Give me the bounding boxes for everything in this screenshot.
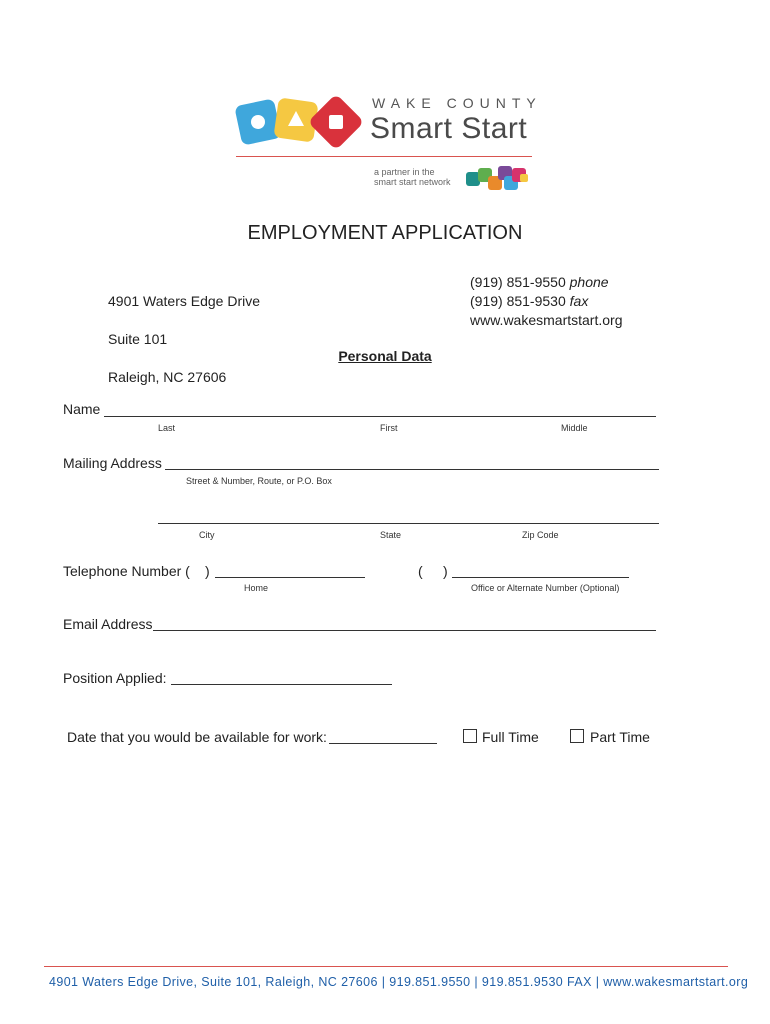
mailing-address-field[interactable] [165, 469, 659, 470]
mailing-sub-street: Street & Number, Route, or P.O. Box [186, 476, 332, 486]
smart-start-logo-icon [232, 94, 364, 150]
address-line-3: Raleigh, NC 27606 [108, 369, 227, 385]
sub-office: Office or Alternate Number (Optional) [471, 583, 620, 593]
sub-state: State [380, 530, 402, 540]
position-label: Position Applied: [63, 670, 167, 686]
name-label: Name [63, 401, 101, 417]
fax-number: (919) 851-9530 [470, 293, 566, 309]
office-address [108, 273, 260, 406]
phone-label: phone [569, 274, 609, 290]
part-time-checkbox[interactable] [570, 729, 584, 743]
home-phone-field[interactable] [215, 577, 365, 578]
name-sub-middle: Middle [561, 423, 588, 433]
position-field[interactable] [171, 684, 392, 685]
partner-line-1: a partner in the [374, 167, 435, 177]
full-time-checkbox[interactable] [463, 729, 477, 743]
name-sub-first: First [380, 423, 398, 433]
mailing-address-label: Mailing Address [63, 455, 162, 471]
smart-start-network-icon [466, 164, 536, 192]
email-field[interactable] [153, 630, 656, 631]
alternate-phone-field[interactable] [452, 577, 629, 578]
fax-label: fax [569, 293, 589, 309]
logo-wake-county: WAKE COUNTY [372, 95, 542, 111]
full-time-label: Full Time [482, 729, 539, 745]
name-field[interactable] [104, 416, 656, 417]
partner-text [374, 167, 451, 187]
city-state-zip-field[interactable] [158, 523, 659, 524]
alt-phone-paren-open: ( [418, 563, 423, 579]
availability-label: Date that you would be available for work: [67, 729, 327, 745]
footer-text: 4901 Waters Edge Drive, Suite 101, Raleigh, NC 27606 | 919.851.9550 | 919.851.9530 FAX | www.wakesmartstart.org [49, 975, 749, 989]
fax-line [470, 292, 622, 311]
address-line-1: 4901 Waters Edge Drive [108, 293, 260, 309]
partner-line-2: smart start network [374, 177, 451, 187]
logo-divider [236, 156, 532, 157]
name-sub-last: Last [158, 423, 176, 433]
alt-phone-paren-close: ) [443, 563, 448, 579]
contact-info [470, 273, 622, 330]
phone-number: (919) 851-9550 [470, 274, 566, 290]
page-title: EMPLOYMENT APPLICATION [247, 222, 523, 244]
website: www.wakesmartstart.org [470, 312, 623, 328]
sub-home: Home [244, 583, 269, 593]
logo-smart-start: Smart Start [370, 112, 528, 145]
email-label: Email Address [63, 616, 153, 632]
section-title: Personal Data [338, 348, 432, 364]
telephone-label: Telephone Number ( [63, 563, 190, 579]
phone-line [470, 273, 622, 292]
sub-zip: Zip Code [522, 530, 559, 540]
availability-date-field[interactable] [329, 743, 437, 744]
footer-divider [44, 966, 728, 967]
part-time-label: Part Time [590, 729, 650, 745]
telephone-paren-close: ) [205, 563, 210, 579]
sub-city: City [199, 530, 215, 540]
address-line-2: Suite 101 [108, 331, 168, 347]
